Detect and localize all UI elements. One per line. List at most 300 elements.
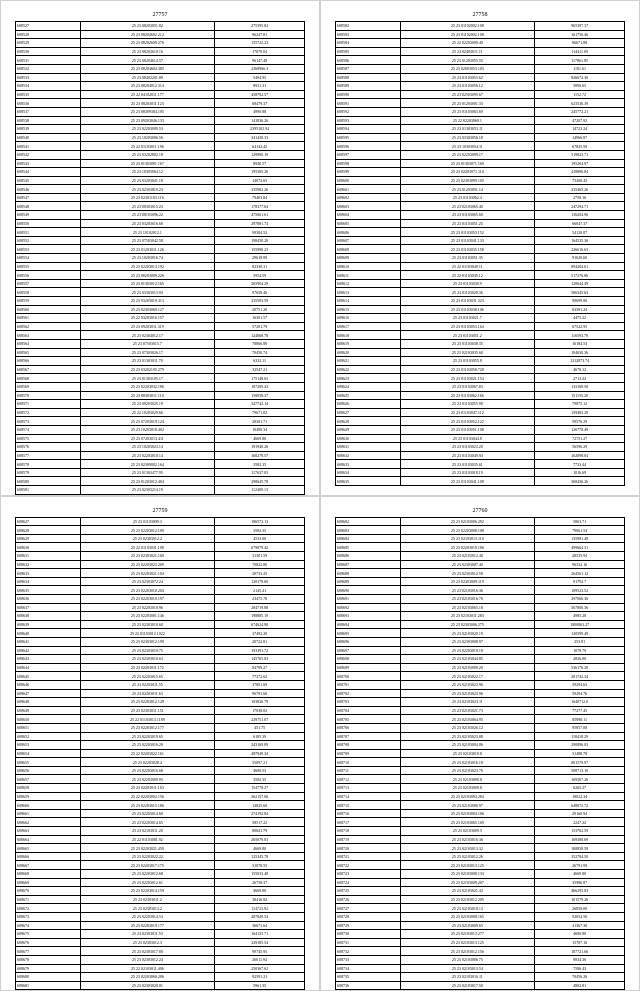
- amount-cell: 451.75: [215, 723, 305, 732]
- account-code-cell: 25 23 02103013.54: [400, 964, 535, 973]
- amount-cell: 97658.46: [215, 288, 305, 297]
- row-id-cell: 608680: [16, 973, 81, 982]
- row-id-cell: 608715: [336, 801, 401, 810]
- row-id-cell: 608629: [336, 425, 401, 434]
- amount-cell: 508713.10: [535, 766, 625, 775]
- table-row: [16, 689, 305, 698]
- table-row: [336, 646, 625, 655]
- table-row: [336, 904, 625, 913]
- table-row: [16, 305, 305, 314]
- account-code-cell: 25 22 01103011.196: [80, 142, 215, 151]
- row-id-cell: 608608: [336, 245, 401, 254]
- row-id-cell: 608685: [336, 543, 401, 552]
- table-row: [336, 30, 625, 39]
- amount-cell: 8940.57: [215, 159, 305, 168]
- amount-cell: 250367.62: [215, 964, 305, 973]
- amount-cell: 120599.49: [535, 629, 625, 638]
- account-code-cell: 25 23 01103018.19: [400, 468, 535, 477]
- amount-cell: 54120.07: [535, 228, 625, 237]
- table-row: [336, 47, 625, 56]
- account-code-cell: 25 23 01103058.728: [400, 365, 535, 374]
- account-code-cell: 25 23 02103013.277: [400, 930, 535, 939]
- row-id-cell: 608605: [336, 219, 401, 228]
- account-code-cell: 25 23 02303072.24: [80, 577, 215, 586]
- table-row: [16, 271, 305, 280]
- account-code-cell: 25 23 10303064.12: [80, 168, 215, 177]
- account-code-cell: 25 23 02103009.20: [400, 663, 535, 672]
- amount-cell: 151155.20: [535, 391, 625, 400]
- account-code-cell: 25 23 01303071.169: [400, 159, 535, 168]
- account-code-cell: 25 22 02203009.40: [400, 39, 535, 48]
- table-row: [336, 245, 625, 254]
- account-code-cell: 25 23 02309002.164: [80, 460, 215, 469]
- table-row: [336, 271, 625, 280]
- amount-cell: 118418.29: [535, 732, 625, 741]
- table-row: [336, 947, 625, 956]
- table-row: [16, 228, 305, 237]
- amount-cell: 5890.65: [535, 82, 625, 91]
- ledger-table: [335, 517, 625, 991]
- table-row: [336, 133, 625, 142]
- amount-cell: 135981.48: [535, 534, 625, 543]
- account-code-cell: 25 22 01103013.1189: [80, 715, 215, 724]
- account-code-cell: 25 23 02103016.70: [400, 595, 535, 604]
- account-code-cell: 25 22 02103011.406: [80, 964, 215, 973]
- amount-cell: 169380.69: [535, 835, 625, 844]
- table-row: [336, 219, 625, 228]
- row-id-cell: 608645: [16, 672, 81, 681]
- amount-cell: 161756.46: [535, 30, 625, 39]
- amount-cell: 245772.21: [535, 107, 625, 116]
- table-row: [16, 801, 305, 810]
- row-id-cell: 608536: [16, 99, 81, 108]
- row-id-cell: 608558: [16, 288, 81, 297]
- account-code-cell: 25 23 02103009.8: [400, 784, 535, 793]
- table-row: [336, 374, 625, 383]
- table-row: [336, 698, 625, 707]
- account-code-cell: 25 23 02303012.3: [80, 938, 215, 947]
- row-id-cell: 608723: [336, 870, 401, 879]
- account-code-cell: 25 23 07503015.7: [80, 339, 215, 348]
- table-row: [16, 339, 305, 348]
- row-id-cell: 608640: [16, 629, 81, 638]
- account-code-cell: 25 23 02303810.23: [80, 185, 215, 194]
- account-code-cell: 25 23 01103051.108: [400, 425, 535, 434]
- account-code-cell: 25 23 02203019.65: [80, 732, 215, 741]
- table-row: [16, 262, 305, 271]
- table-row: [336, 348, 625, 357]
- row-id-cell: 608583: [336, 30, 401, 39]
- ledger-table: [15, 517, 305, 991]
- account-code-cell: 25 23 02203019.177: [80, 921, 215, 930]
- amount-cell: 79875.12: [535, 400, 625, 409]
- amount-cell: 86671.88: [535, 39, 625, 48]
- row-id-cell: 608628: [16, 526, 81, 535]
- row-id-cell: 608540: [16, 133, 81, 142]
- table-row: [16, 732, 305, 741]
- account-code-cell: 25 23 01103051.25: [400, 219, 535, 228]
- row-id-cell: 608553: [16, 245, 81, 254]
- account-code-cell: 25 23 08303011.110: [80, 391, 215, 400]
- amount-cell: 55097.21: [215, 758, 305, 767]
- table-row: [16, 938, 305, 947]
- account-code-cell: 25 22 01103012.1022: [80, 629, 215, 638]
- row-id-cell: 608632: [336, 451, 401, 460]
- ledger-page: [0, 0, 320, 496]
- amount-cell: 5961.35: [215, 981, 305, 990]
- amount-cell: 9834.36: [535, 955, 625, 964]
- amount-cell: 99745.95: [215, 947, 305, 956]
- amount-cell: 3582.35: [215, 775, 305, 784]
- row-id-cell: 608586: [336, 56, 401, 65]
- account-code-cell: 25 23 01303091.167: [80, 159, 215, 168]
- row-id-cell: 608644: [16, 663, 81, 672]
- account-code-cell: 25 23 02103008.165: [400, 912, 535, 921]
- account-code-cell: 25 23 02103012.156: [400, 947, 535, 956]
- account-code-cell: 25 23 01303105.17: [80, 374, 215, 383]
- table-row: [16, 73, 305, 82]
- row-id-cell: 608703: [336, 698, 401, 707]
- row-id-cell: 608630: [16, 543, 81, 552]
- account-code-cell: 25 23 08204604.385: [80, 64, 215, 73]
- account-code-cell: 25 23 02103019.8: [400, 749, 535, 758]
- table-row: [336, 612, 625, 621]
- row-id-cell: 608659: [16, 792, 81, 801]
- account-code-cell: 25 23 02103022.17: [400, 672, 535, 681]
- row-id-cell: 608719: [336, 835, 401, 844]
- row-id-cell: 608716: [336, 809, 401, 818]
- account-code-cell: 25 23 02203060.286: [80, 973, 215, 982]
- table-row: [16, 434, 305, 443]
- row-id-cell: 608697: [336, 646, 401, 655]
- row-id-cell: 608648: [16, 698, 81, 707]
- account-code-cell: 25 22 02203002.156: [80, 792, 215, 801]
- account-code-cell: 25 23 08204012.314: [80, 82, 215, 91]
- row-id-cell: 608686: [336, 552, 401, 561]
- account-code-cell: 25 23 02203014.65: [80, 818, 215, 827]
- account-code-cell: 25 23 01103049.94: [400, 451, 535, 460]
- row-id-cell: 608712: [336, 775, 401, 784]
- account-code-cell: 25 23 02303012.2: [80, 534, 215, 543]
- amount-cell: 114411.69: [535, 47, 625, 56]
- row-id-cell: 608597: [336, 150, 401, 159]
- row-id-cell: 608576: [16, 443, 81, 452]
- table-row: [16, 887, 305, 896]
- amount-cell: 168858.58: [535, 844, 625, 853]
- table-row: [336, 689, 625, 698]
- amount-cell: 77372.62: [215, 672, 305, 681]
- row-id-cell: 608727: [336, 904, 401, 913]
- amount-cell: 235465.26: [535, 185, 625, 194]
- row-id-cell: 608541: [16, 142, 81, 151]
- row-id-cell: 608528: [16, 30, 81, 39]
- amount-cell: 2145.41: [215, 586, 305, 595]
- account-code-cell: 25 23 10203006.56: [80, 133, 215, 142]
- amount-cell: 4669.80: [215, 887, 305, 896]
- table-row: [336, 176, 625, 185]
- row-id-cell: 608683: [336, 526, 401, 535]
- table-row: [16, 22, 305, 31]
- row-id-cell: 608572: [16, 408, 81, 417]
- amount-cell: 7586.43: [535, 964, 625, 973]
- account-code-cell: 25 23 08203051.82: [80, 22, 215, 31]
- row-id-cell: 608595: [336, 133, 401, 142]
- table-row: [336, 655, 625, 664]
- account-code-cell: 25 23 08309304.105: [80, 107, 215, 116]
- table-row: [336, 620, 625, 629]
- amount-cell: 826672.36: [535, 73, 625, 82]
- table-row: [16, 391, 305, 400]
- amount-cell: 120644.49: [535, 279, 625, 288]
- account-code-cell: 25 23 08103096.22: [80, 211, 215, 220]
- amount-cell: 1212873.74: [535, 357, 625, 366]
- table-row: [16, 947, 305, 956]
- account-code-cell: 25 23 02303010.60: [80, 620, 215, 629]
- row-id-cell: 608527: [16, 22, 81, 31]
- account-code-cell: 25 23 01103055.90: [400, 400, 535, 409]
- account-code-cell: 25 23 01103038.35: [400, 339, 535, 348]
- row-id-cell: 608614: [336, 297, 401, 306]
- amount-cell: 79671.02: [215, 408, 305, 417]
- amount-cell: 26611.94: [215, 955, 305, 964]
- account-code-cell: 25 23 02203028.4: [80, 758, 215, 767]
- amount-cell: 20751.20: [215, 305, 305, 314]
- table-row: [16, 322, 305, 331]
- row-id-cell: 608622: [336, 365, 401, 374]
- table-row: [16, 39, 305, 48]
- account-code-cell: 25 23 03303013.93: [80, 288, 215, 297]
- account-code-cell: 25 23 01103041.133: [400, 236, 535, 245]
- account-code-cell: 25 23 01103030.9: [400, 279, 535, 288]
- table-row: [16, 374, 305, 383]
- row-id-cell: 608607: [336, 236, 401, 245]
- row-id-cell: 608635: [16, 586, 81, 595]
- amount-cell: 418886.84: [535, 168, 625, 177]
- row-id-cell: 608550: [16, 219, 81, 228]
- table-row: [16, 827, 305, 836]
- account-code-cell: 25 23 01103062.4: [400, 193, 535, 202]
- table-row: [336, 460, 625, 469]
- table-row: [16, 142, 305, 151]
- amount-cell: 352784.50: [535, 852, 625, 861]
- account-code-cell: 25 23 09203025.19: [80, 400, 215, 409]
- account-code-cell: 25 23 02304012.17: [80, 331, 215, 340]
- table-row: [16, 526, 305, 535]
- account-code-cell: 25 23 02203015.186: [80, 801, 215, 810]
- table-row: [336, 723, 625, 732]
- table-row: [336, 629, 625, 638]
- row-id-cell: 608571: [16, 400, 81, 409]
- row-id-cell: 608681: [16, 981, 81, 990]
- amount-cell: 78866.80: [215, 339, 305, 348]
- account-code-cell: 25 23 08204614.57: [80, 56, 215, 65]
- row-id-cell: 608717: [336, 818, 401, 827]
- table-row: [336, 818, 625, 827]
- amount-cell: 4669.80: [215, 434, 305, 443]
- account-code-cell: 25 22 01103049.11: [400, 262, 535, 271]
- row-id-cell: 608672: [16, 904, 81, 913]
- table-row: [336, 297, 625, 306]
- amount-cell: 14723.24: [535, 125, 625, 134]
- table-row: [16, 417, 305, 426]
- row-id-cell: 608671: [16, 895, 81, 904]
- table-row: [16, 646, 305, 655]
- row-id-cell: 608570: [16, 391, 81, 400]
- amount-cell: 519823.71: [535, 150, 625, 159]
- account-code-cell: 25 23 02103021.43: [400, 887, 535, 896]
- amount-cell: 96147.48: [215, 56, 305, 65]
- account-code-cell: 25 23 01203012.404: [80, 477, 215, 486]
- row-id-cell: 608530: [16, 47, 81, 56]
- table-row: [336, 339, 625, 348]
- table-row: [336, 706, 625, 715]
- account-code-cell: 25 23 02103011.283: [400, 612, 535, 621]
- amount-cell: 37001.69: [215, 680, 305, 689]
- row-id-cell: 608643: [16, 655, 81, 664]
- account-code-cell: 25 23 01103051.35: [400, 254, 535, 263]
- table-row: [16, 904, 305, 913]
- amount-cell: 4533.00: [215, 534, 305, 543]
- table-row: [16, 357, 305, 366]
- row-id-cell: 608692: [336, 603, 401, 612]
- account-code-cell: 25 23 02103035.60: [400, 348, 535, 357]
- account-code-cell: 25 23 02203023.209: [80, 560, 215, 569]
- account-code-cell: 25 23 01103052.122: [400, 417, 535, 426]
- account-code-cell: 25 23 02103044.85: [400, 655, 535, 664]
- account-code-cell: 25 23 01103056.12: [400, 82, 535, 91]
- account-code-cell: 25 23 02203021.104: [80, 569, 215, 578]
- row-id-cell: 608725: [336, 887, 401, 896]
- table-row: [16, 133, 305, 142]
- table-row: [336, 468, 625, 477]
- amount-cell: 193391.72: [215, 646, 305, 655]
- account-code-cell: 25 23 01103062.166: [400, 391, 535, 400]
- account-code-cell: 25 23 02103004.86: [400, 741, 535, 750]
- account-code-cell: 25 23 01103053.164: [400, 322, 535, 331]
- amount-cell: 51078.55: [215, 861, 305, 870]
- amount-cell: 20722.81: [215, 637, 305, 646]
- amount-cell: 1640712.0: [535, 698, 625, 707]
- amount-cell: 5954.59: [215, 271, 305, 280]
- table-row: [336, 305, 625, 314]
- row-id-cell: 608542: [16, 150, 81, 159]
- amount-cell: 64142.45: [215, 142, 305, 151]
- table-row: [16, 425, 305, 434]
- table-row: [336, 408, 625, 417]
- table-row: [16, 586, 305, 595]
- table-row: [336, 784, 625, 793]
- table-row: [336, 603, 625, 612]
- row-id-cell: 608734: [336, 964, 401, 973]
- table-row: [336, 543, 625, 552]
- amount-cell: 6265.27: [535, 784, 625, 793]
- row-id-cell: 608713: [336, 784, 401, 793]
- amount-cell: 4985.28: [535, 612, 625, 621]
- amount-cell: 253.81: [535, 637, 625, 646]
- account-code-cell: 25 23 02303011.151: [80, 706, 215, 715]
- amount-cell: 103826.79: [215, 698, 305, 707]
- amount-cell: 229751.07: [215, 715, 305, 724]
- amount-cell: 347742.14: [215, 400, 305, 409]
- row-id-cell: 608655: [16, 758, 81, 767]
- account-code-cell: 25 23 02203014.159: [80, 887, 215, 896]
- table-row: [336, 477, 625, 486]
- amount-cell: 8931.31: [215, 82, 305, 91]
- amount-cell: 5863.71: [535, 517, 625, 526]
- row-id-cell: 608714: [336, 792, 401, 801]
- row-id-cell: 608701: [336, 680, 401, 689]
- table-row: [16, 30, 305, 39]
- amount-cell: 297881.74: [215, 219, 305, 228]
- table-row: [336, 680, 625, 689]
- amount-cell: 23475.78: [215, 595, 305, 604]
- table-row: [336, 382, 625, 391]
- table-row: [336, 792, 625, 801]
- row-id-cell: 608616: [336, 314, 401, 323]
- amount-cell: 91620.60: [535, 254, 625, 263]
- row-id-cell: 608599: [336, 168, 401, 177]
- account-code-cell: 25 23 02203032.186: [80, 382, 215, 391]
- row-id-cell: 608653: [16, 741, 81, 750]
- row-id-cell: 608626: [336, 400, 401, 409]
- row-id-cell: 608664: [16, 835, 81, 844]
- row-id-cell: 608666: [16, 852, 81, 861]
- table-row: [16, 64, 305, 73]
- amount-cell: 265904.29: [215, 279, 305, 288]
- table-row: [336, 887, 625, 896]
- amount-cell: 155033.48: [215, 870, 305, 879]
- table-row: [16, 844, 305, 853]
- table-row: [336, 955, 625, 964]
- row-id-cell: 608669: [16, 878, 81, 887]
- page-number: 27760: [472, 507, 488, 514]
- account-code-cell: 25 23 02103013.125: [400, 938, 535, 947]
- account-code-cell: 25 23 02103080.8: [400, 775, 535, 784]
- table-row: [336, 202, 625, 211]
- table-row: [336, 715, 625, 724]
- amount-cell: 195385.26: [215, 168, 305, 177]
- table-row: [336, 82, 625, 91]
- table-row: [16, 331, 305, 340]
- table-row: [16, 552, 305, 561]
- row-id-cell: 608539: [16, 125, 81, 134]
- row-id-cell: 608726: [336, 895, 401, 904]
- account-code-cell: 25 23 03203016.60: [80, 219, 215, 228]
- table-row: [336, 852, 625, 861]
- table-row: [16, 451, 305, 460]
- account-code-cell: 25 23 02103016.36: [400, 586, 535, 595]
- account-code-cell: 25 23 03203041.18: [80, 176, 215, 185]
- amount-cell: 2247.22: [535, 818, 625, 827]
- table-row: [336, 125, 625, 134]
- row-id-cell: 608612: [336, 279, 401, 288]
- row-id-cell: 608641: [16, 637, 81, 646]
- table-row: [336, 534, 625, 543]
- account-code-cell: 25 23 02103011.20: [80, 827, 215, 836]
- account-code-cell: 25 23 02103064.95: [400, 715, 535, 724]
- table-row: [336, 254, 625, 263]
- account-code-cell: 25 22 03203016.157: [80, 314, 215, 323]
- account-code-cell: 25 23 01103028.36: [400, 288, 535, 297]
- table-row: [16, 82, 305, 91]
- account-code-cell: 25 23 02303012.199: [80, 637, 215, 646]
- amount-cell: 7733.44: [535, 460, 625, 469]
- table-row: [16, 560, 305, 569]
- account-code-cell: 25 23 02103012.26: [400, 852, 535, 861]
- amount-cell: 3582.35: [215, 526, 305, 535]
- row-id-cell: 608602: [336, 193, 401, 202]
- row-id-cell: 608604: [336, 211, 401, 220]
